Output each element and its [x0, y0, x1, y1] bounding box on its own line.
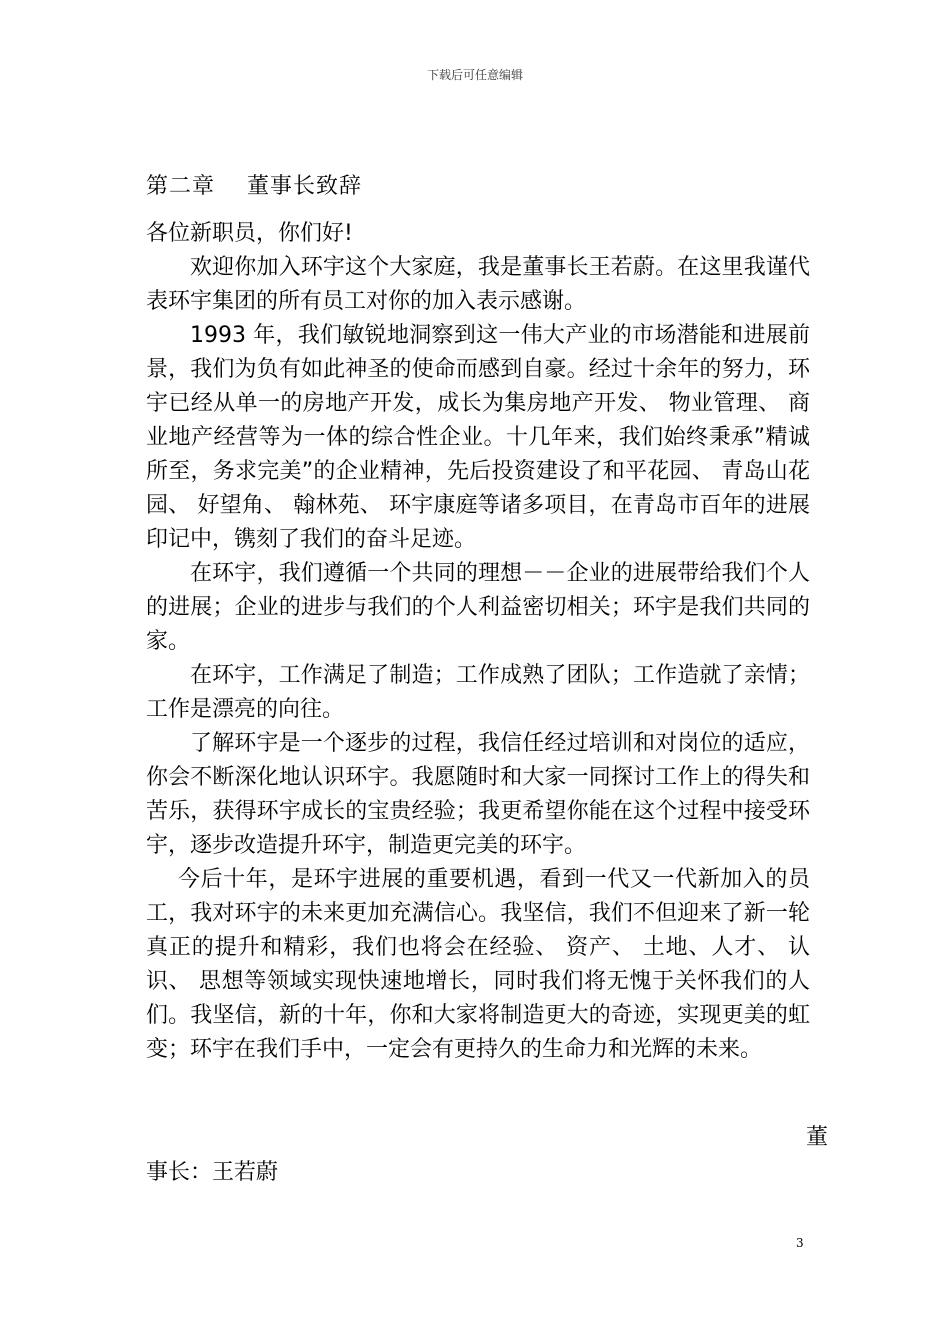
signature-title-end: 事长：王若蔚 [146, 1160, 279, 1185]
letter-greeting: 各位新职员，你们好! [146, 221, 353, 246]
letter-paragraph: 在环宇，工作满足了制造；工作成熟了团队；工作造就了亲情；工作是漂亮的向往。 [146, 663, 810, 722]
signature-title-start: 董 [806, 1125, 829, 1150]
page-number: 3 [796, 1236, 804, 1250]
chapter-title: 第二章 董事长致辞 [146, 174, 362, 199]
letter-paragraph: 了解环宇是一个逐步的过程，我信任经过培训和对岗位的适应，你会不断深化地认识环宇。我愿随时和大家一同探讨工作上的得失和苦乐，获得环宇成长的宝贵经验；我更希望你能在这个过程中接受环宇，逐步改造提升环宇，制造更完美的环宇。 [146, 731, 810, 858]
letter-paragraph: 在环宇，我们遵循一个共同的理想－－企业的进展带给我们个人的进展；企业的进步与我们的个人利益密切相关；环宇是我们共同的家。 [146, 561, 810, 654]
letter-paragraph: 1993 年，我们敏锐地洞察到这一伟大产业的市场潜能和进展前景，我们为负有如此神圣的使命而感到自豪。经过十余年的努力，环宇已经从单一的房地产开发，成长为集房地产开发、 物业管理、 商业地产经营等为一体的综合性企业。十几年来，我们始终秉承”精诚所至，务求完美”的企业精神，先后投资建设了和平花园、 青岛山花园、 好望角、 翰林苑、 环宇康庭等诸多项目，在青岛市百年的进展印记中，镌刻了我们的奋斗足迹。 [146, 323, 810, 552]
header-note: 下载后可任意编辑 [426, 68, 523, 82]
letter-paragraph: 欢迎你加入环宇这个大家庭，我是董事长王若蔚。在这里我谨代表环宇集团的所有员工对你的加入表示感谢。 [146, 255, 810, 314]
letter-paragraph: 今后十年，是环宇进展的重要机遇，看到一代又一代新加入的员工，我对环宇的未来更加充满信心。我坚信，我们不但迎来了新一轮真正的提升和精彩，我们也将会在经验、 资产、 土地、人才、 认识、 思想等领域实现快速地增长，同时我们将无愧于关怀我们的人们。我坚信，新的十年，你和大家将制造更大的奇迹，实现更美的虹变；环宇在我们手中，一定会有更持久的生命力和光辉的未来。 [146, 867, 810, 1062]
letter-body [146, 217, 810, 1067]
